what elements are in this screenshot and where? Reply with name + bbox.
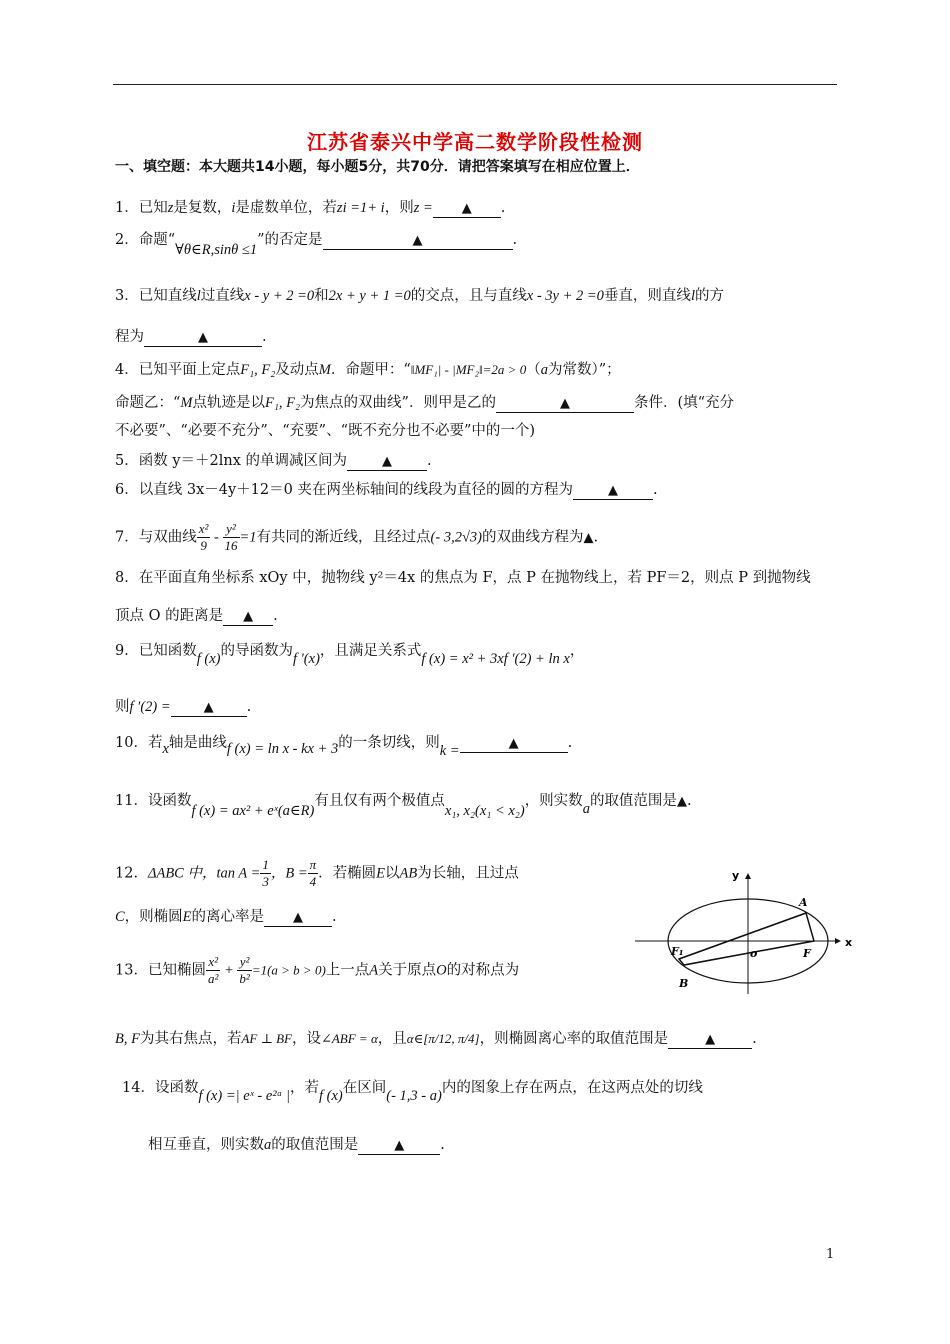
- answer-mark[interactable]: ▲: [583, 530, 594, 546]
- question-9-cont: 则f ′(2) = ▲ .: [115, 699, 252, 715]
- question-5: 5．函数 y＝＋2lnx 的单调减区间为 ▲ .: [115, 453, 432, 469]
- question-6: 6．以直线 3x－4y＋12＝0 夹在两坐标轴间的线段为直径的圆的方程为 ▲ .: [115, 482, 658, 498]
- question-10: 10．若x轴是曲线f (x) = ln x - kx + 3的一条切线，则k = ▲ .: [115, 735, 573, 759]
- point-f-label: F: [803, 947, 811, 960]
- answer-blank[interactable]: ▲: [323, 232, 513, 250]
- question-4: 4．已知平面上定点F₁, F₂及动点M．命题甲：“‖MF₁| - |MF₂‖=2a > 0（a为常数）”；: [115, 362, 621, 378]
- question-14-cont: 相互垂直，则实数a的取值范围是 ▲ .: [148, 1137, 445, 1153]
- x-label: x: [845, 936, 853, 949]
- page-title: 江苏省泰兴中学高二数学阶段性检测: [307, 130, 643, 154]
- point-f1-label: F₁: [671, 945, 684, 958]
- question-3: 3．已知直线l过直线x - y + 2 =0和2x + y + 1 =0的交点，且与直线x - 3y + 2 =0垂直，则直线l的方: [115, 288, 724, 304]
- answer-mark[interactable]: ▲: [676, 794, 687, 809]
- point-a-label: A: [799, 896, 808, 909]
- question-13: 13．已知椭圆 $\frac{\text{x²}}{\text{a²}}$ + $\frac{\text{y²}}{\text{b²}}$ =1(a > b > 0)上一点A关于原点O的对称点为: [115, 954, 520, 986]
- question-12: 12．ΔABC 中，tan A = $\frac{1}{3}$ ，B = $\frac{\pi}{4}$ ．若椭圆E以AB为长轴，且过点: [115, 857, 519, 889]
- section-heading: 一、填空题：本大题共14小题，每小题5分，共70分．请把答案填写在相应位置上．: [115, 159, 640, 175]
- answer-blank[interactable]: ▲: [144, 329, 262, 347]
- question-13-cont: B, F为其右焦点，若AF ⊥ BF，设∠ABF = α，且α∈[π/12, π/4]，则椭圆离心率的取值范围是 ▲ .: [115, 1031, 757, 1047]
- question-7: 7．与双曲线 $\frac{\text{x²}}{9}$ - $\frac{\text{y²}}{16}$ =1有共同的渐近线，且经过点(- 3,2√3)的双曲线方程为▲.: [115, 521, 599, 553]
- question-9: 9．已知函数f (x)的导函数为f ′(x)，且满足关系式f (x) = x² + 3xf ′(2) + ln x，: [115, 643, 585, 667]
- answer-blank[interactable]: ▲: [460, 735, 568, 753]
- question-8-cont: 顶点 O 的距离是 ▲ .: [115, 608, 278, 624]
- answer-blank[interactable]: ▲: [496, 395, 634, 413]
- question-2: 2．命题“∀θ∈R,sinθ ≤1”的否定是 ▲ .: [115, 232, 518, 258]
- question-12-cont: C，则椭圆E的离心率是 ▲ .: [115, 909, 337, 925]
- question-3-cont: 程为 ▲ .: [115, 329, 267, 345]
- answer-blank[interactable]: ▲: [264, 909, 332, 927]
- answer-blank[interactable]: ▲: [171, 699, 247, 717]
- point-b-label: B: [679, 977, 689, 990]
- question-11: 11．设函数f (x) = ax² + eˣ(a∈R)有且仅有两个极值点x₁, x₂(x₁ < x₂)，则实数a的取值范围是▲.: [115, 793, 692, 819]
- page-number: 1: [826, 1247, 835, 1262]
- answer-blank[interactable]: ▲: [358, 1137, 440, 1155]
- answer-blank[interactable]: ▲: [668, 1031, 752, 1049]
- answer-blank[interactable]: ▲: [433, 200, 501, 218]
- question-4-cont2: 不必要”、“必要不充分”、“充要”、“既不充分也不必要”中的一个): [115, 423, 536, 439]
- header-rule: [113, 84, 837, 85]
- y-label: y: [732, 869, 740, 882]
- answer-blank[interactable]: ▲: [573, 482, 653, 500]
- question-8: 8．在平面直角坐标系 xOy 中，抛物线 y²＝4x 的焦点为 F，点 P 在抛物线上，若 PF＝2，则点 P 到抛物线: [115, 570, 811, 586]
- answer-blank[interactable]: ▲: [347, 453, 427, 471]
- answer-blank[interactable]: ▲: [223, 608, 273, 626]
- diagonal-ab: [679, 913, 806, 959]
- question-4-cont: 命题乙：“M点轨迹是以F₁, F₂为焦点的双曲线”．则甲是乙的 ▲ 条件．(填“充分: [115, 395, 735, 411]
- origin-label: o: [750, 947, 758, 960]
- question-14: 14．设函数f (x) =| eˣ - e²ᵃ |，若f (x)在区间(- 1,3 - a)内的图象上存在两点，在这两点处的切线: [122, 1080, 703, 1104]
- quadrilateral: [679, 913, 814, 965]
- ellipse-figure: [635, 866, 860, 996]
- question-1: 1．已知z是复数，i是虚数单位，若zi =1+ i，则z = ▲ .: [115, 200, 506, 216]
- diagonal-ff: [684, 941, 814, 965]
